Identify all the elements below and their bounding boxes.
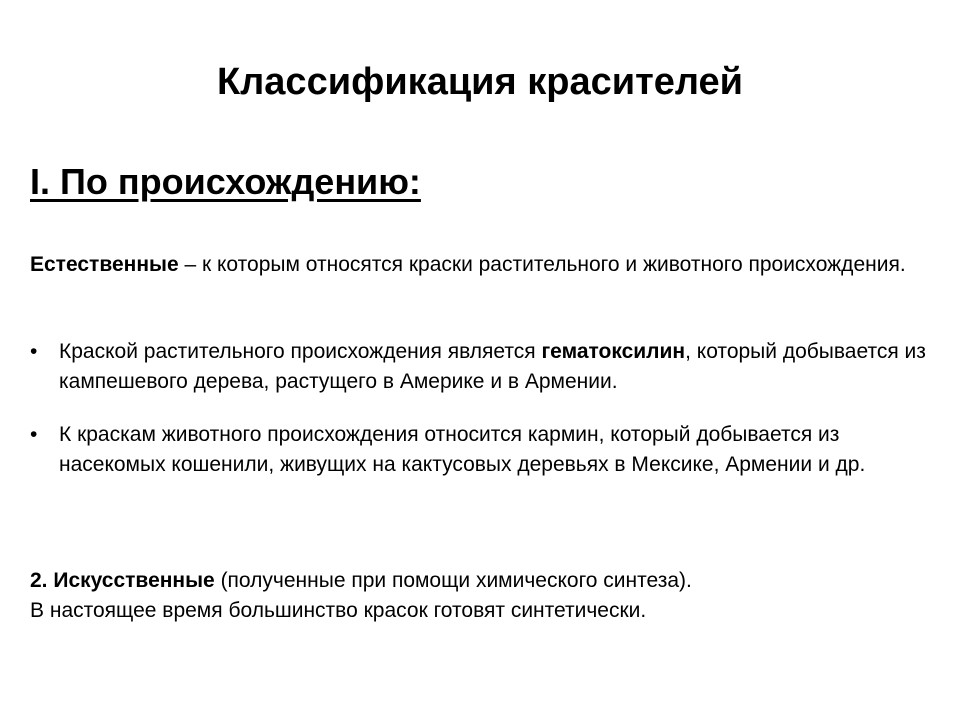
bullet-bold-term: гематоксилин [541, 340, 686, 363]
bullet-marker: • [30, 340, 38, 363]
slide-title: Классификация красителей [216, 61, 744, 103]
natural-dyes-paragraph [30, 250, 930, 280]
section-heading: I. По происхождению: [30, 161, 421, 202]
bullet-text: К краскам животного происхождения относится кармин, который добывается из насекомых кошенили, живущих на кактусовых деревьях в Мексике, Армении и др. [59, 423, 866, 476]
artificial-dyes-term: 2. Искусственные [30, 569, 215, 592]
bullet-marker: • [30, 423, 38, 446]
artificial-dyes-line2: В настоящее время большинство красок готовят синтетически. [30, 599, 647, 622]
natural-dyes-text: – к которым относятся краски растительного и животного происхождения. [178, 253, 906, 276]
natural-dyes-term: Естественные [30, 253, 179, 276]
bullet-text-part: , который добывается из кампешевого дерева, растущего в Америке и в Армении. [59, 340, 926, 393]
artificial-dyes-paragraph [30, 566, 930, 626]
artificial-dyes-text: (полученные при помощи химического синтеза). [214, 569, 692, 592]
bullet-text-part: Краской растительного происхождения является [59, 340, 542, 363]
bullet-text [59, 337, 929, 397]
